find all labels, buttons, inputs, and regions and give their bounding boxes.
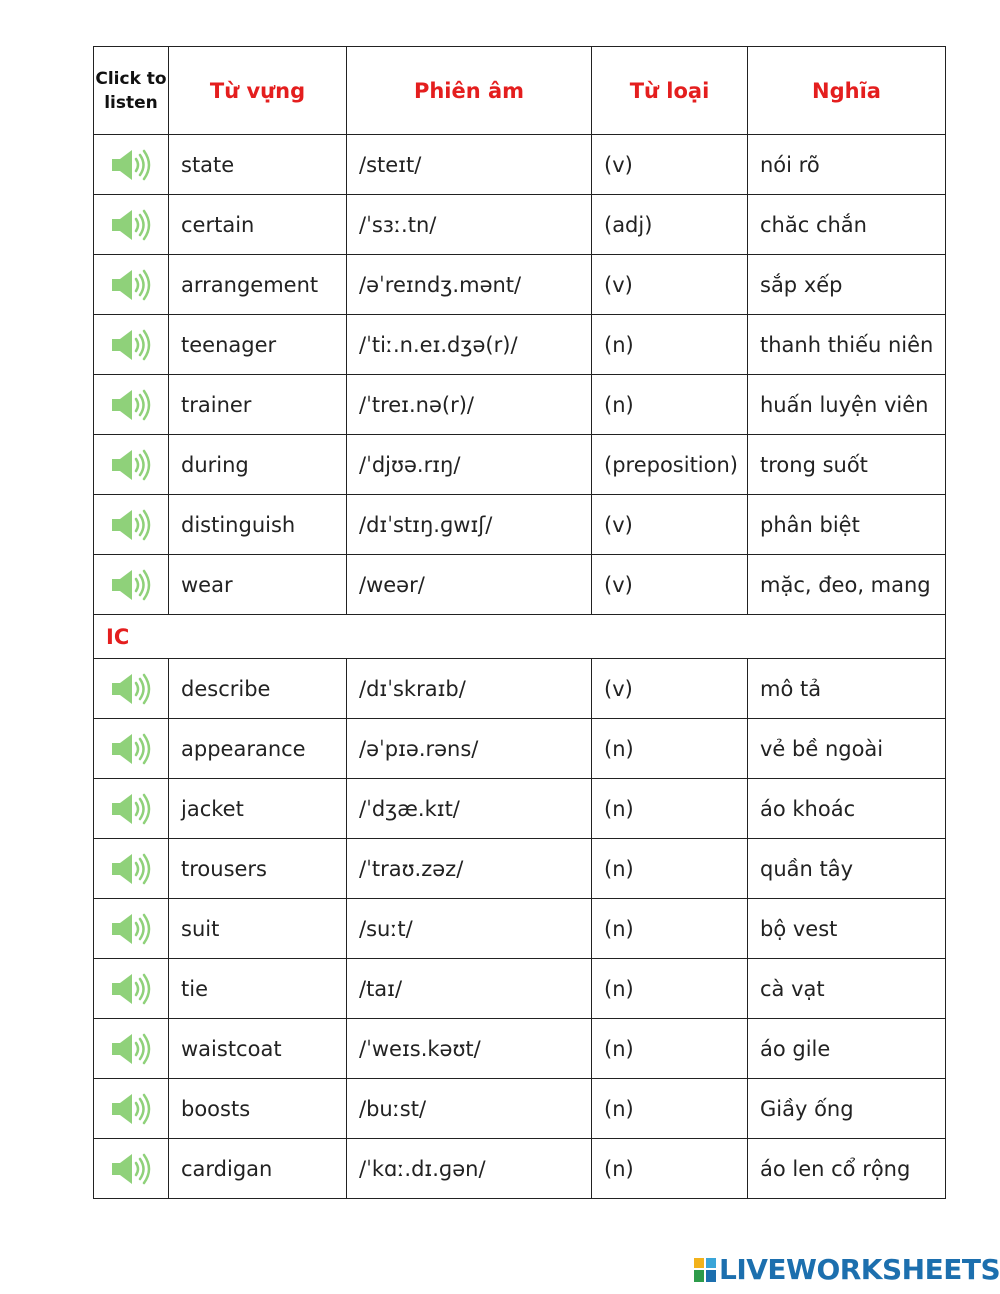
word-cell: suit	[169, 899, 347, 959]
header-meaning: Nghĩa	[748, 47, 946, 135]
header-phonetic: Phiên âm	[347, 47, 592, 135]
speaker-icon[interactable]	[110, 791, 152, 827]
part-of-speech-cell: (v)	[592, 255, 748, 315]
listen-cell	[94, 1139, 169, 1199]
meaning-cell: sắp xếp	[748, 255, 946, 315]
header-part-of-speech: Từ loại	[592, 47, 748, 135]
part-of-speech-cell: (n)	[592, 839, 748, 899]
meaning-cell: bộ vest	[748, 899, 946, 959]
word-cell: trainer	[169, 375, 347, 435]
speaker-icon[interactable]	[110, 567, 152, 603]
meaning-cell: quần tây	[748, 839, 946, 899]
listen-cell	[94, 659, 169, 719]
part-of-speech-cell: (n)	[592, 779, 748, 839]
part-of-speech-cell: (v)	[592, 659, 748, 719]
phonetic-cell: /əˈreɪndʒ.mənt/	[347, 255, 592, 315]
speaker-icon[interactable]	[110, 911, 152, 947]
meaning-cell: trong suốt	[748, 435, 946, 495]
meaning-cell: áo gile	[748, 1019, 946, 1079]
word-cell: waistcoat	[169, 1019, 347, 1079]
vocabulary-table-body	[94, 135, 946, 1199]
word-cell: certain	[169, 195, 347, 255]
part-of-speech-cell: (n)	[592, 1079, 748, 1139]
word-cell: arrangement	[169, 255, 347, 315]
part-of-speech-cell: (n)	[592, 719, 748, 779]
part-of-speech-cell: (n)	[592, 375, 748, 435]
speaker-icon[interactable]	[110, 267, 152, 303]
word-cell: cardigan	[169, 1139, 347, 1199]
phonetic-cell: /əˈpɪə.rəns/	[347, 719, 592, 779]
section-row	[94, 615, 946, 659]
speaker-icon[interactable]	[110, 971, 152, 1007]
speaker-icon[interactable]	[110, 387, 152, 423]
phonetic-cell: /dɪˈskraɪb/	[347, 659, 592, 719]
table-header-row	[94, 47, 946, 135]
liveworksheets-logo	[694, 1254, 1000, 1286]
speaker-icon[interactable]	[110, 671, 152, 707]
liveworksheets-logo-text: LIVEWORKSHEETS	[719, 1253, 1000, 1286]
table-row	[94, 1139, 946, 1199]
meaning-cell: mặc, đeo, mang	[748, 555, 946, 615]
listen-cell	[94, 959, 169, 1019]
phonetic-cell: /weər/	[347, 555, 592, 615]
speaker-icon[interactable]	[110, 147, 152, 183]
phonetic-cell: /ˈkɑː.dɪ.ɡən/	[347, 1139, 592, 1199]
table-row	[94, 659, 946, 719]
table-row	[94, 1079, 946, 1139]
header-word: Từ vựng	[169, 47, 347, 135]
listen-cell	[94, 1079, 169, 1139]
part-of-speech-cell: (n)	[592, 1139, 748, 1199]
table-row	[94, 435, 946, 495]
meaning-cell: Giầy ống	[748, 1079, 946, 1139]
word-cell: tie	[169, 959, 347, 1019]
vocabulary-table	[93, 46, 946, 1199]
phonetic-cell: /taɪ/	[347, 959, 592, 1019]
word-cell: distinguish	[169, 495, 347, 555]
liveworksheets-logo-icon	[694, 1258, 716, 1282]
listen-cell	[94, 135, 169, 195]
section-label: IC	[94, 615, 946, 659]
table-row	[94, 555, 946, 615]
phonetic-cell: /ˈtiː.n.eɪ.dʒə(r)/	[347, 315, 592, 375]
part-of-speech-cell: (v)	[592, 555, 748, 615]
meaning-cell: vẻ bề ngoài	[748, 719, 946, 779]
part-of-speech-cell: (adj)	[592, 195, 748, 255]
part-of-speech-cell: (n)	[592, 1019, 748, 1079]
table-row	[94, 779, 946, 839]
meaning-cell: nói rõ	[748, 135, 946, 195]
table-row	[94, 495, 946, 555]
meaning-cell: chăc chắn	[748, 195, 946, 255]
listen-cell	[94, 899, 169, 959]
phonetic-cell: /ˈdjʊə.rɪŋ/	[347, 435, 592, 495]
table-row	[94, 839, 946, 899]
listen-cell	[94, 555, 169, 615]
word-cell: wear	[169, 555, 347, 615]
table-row	[94, 375, 946, 435]
table-row	[94, 195, 946, 255]
word-cell: boosts	[169, 1079, 347, 1139]
meaning-cell: cà vạt	[748, 959, 946, 1019]
phonetic-cell: /dɪˈstɪŋ.ɡwɪʃ/	[347, 495, 592, 555]
table-row	[94, 135, 946, 195]
part-of-speech-cell: (preposition)	[592, 435, 748, 495]
listen-cell	[94, 315, 169, 375]
phonetic-cell: /ˈsɜː.tn/	[347, 195, 592, 255]
meaning-cell: áo len cổ rộng	[748, 1139, 946, 1199]
table-row	[94, 315, 946, 375]
header-click-to-listen: Click to listen	[94, 47, 169, 135]
word-cell: trousers	[169, 839, 347, 899]
meaning-cell: thanh thiếu niên	[748, 315, 946, 375]
speaker-icon[interactable]	[110, 1031, 152, 1067]
speaker-icon[interactable]	[110, 1091, 152, 1127]
speaker-icon[interactable]	[110, 327, 152, 363]
speaker-icon[interactable]	[110, 447, 152, 483]
meaning-cell: phân biệt	[748, 495, 946, 555]
phonetic-cell: /ˈtreɪ.nə(r)/	[347, 375, 592, 435]
word-cell: during	[169, 435, 347, 495]
word-cell: jacket	[169, 779, 347, 839]
listen-cell	[94, 435, 169, 495]
speaker-icon[interactable]	[110, 207, 152, 243]
table-row	[94, 959, 946, 1019]
listen-cell	[94, 839, 169, 899]
listen-cell	[94, 1019, 169, 1079]
word-cell: state	[169, 135, 347, 195]
phonetic-cell: /ˈtraʊ.zəz/	[347, 839, 592, 899]
phonetic-cell: /ˈweɪs.kəʊt/	[347, 1019, 592, 1079]
listen-cell	[94, 779, 169, 839]
word-cell: describe	[169, 659, 347, 719]
speaker-icon[interactable]	[110, 1151, 152, 1187]
listen-cell	[94, 255, 169, 315]
phonetic-cell: /buːst/	[347, 1079, 592, 1139]
meaning-cell: huấn luyện viên	[748, 375, 946, 435]
meaning-cell: mô tả	[748, 659, 946, 719]
table-row	[94, 719, 946, 779]
speaker-icon[interactable]	[110, 731, 152, 767]
phonetic-cell: /suːt/	[347, 899, 592, 959]
table-row	[94, 899, 946, 959]
phonetic-cell: /steɪt/	[347, 135, 592, 195]
part-of-speech-cell: (v)	[592, 495, 748, 555]
part-of-speech-cell: (v)	[592, 135, 748, 195]
meaning-cell: áo khoác	[748, 779, 946, 839]
speaker-icon[interactable]	[110, 507, 152, 543]
part-of-speech-cell: (n)	[592, 315, 748, 375]
phonetic-cell: /ˈdʒæ.kɪt/	[347, 779, 592, 839]
listen-cell	[94, 375, 169, 435]
listen-cell	[94, 495, 169, 555]
part-of-speech-cell: (n)	[592, 899, 748, 959]
part-of-speech-cell: (n)	[592, 959, 748, 1019]
listen-cell	[94, 195, 169, 255]
listen-cell	[94, 719, 169, 779]
speaker-icon[interactable]	[110, 851, 152, 887]
table-row	[94, 255, 946, 315]
word-cell: appearance	[169, 719, 347, 779]
word-cell: teenager	[169, 315, 347, 375]
table-row	[94, 1019, 946, 1079]
